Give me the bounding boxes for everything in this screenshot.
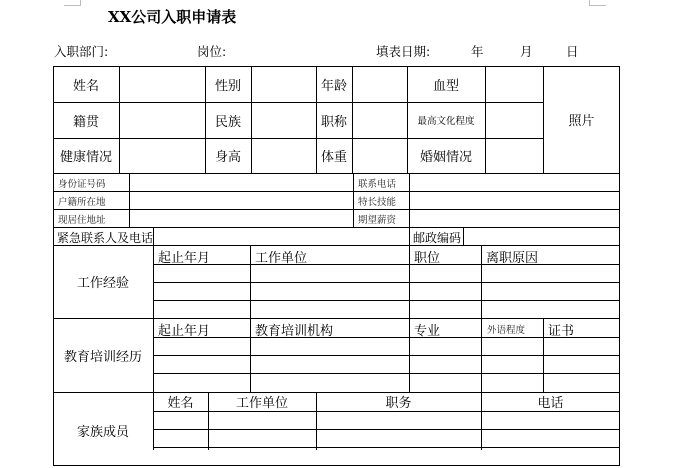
label-emergency-contact: 紧急联系人及电话 [57,231,154,245]
section-work-experience: 工作经验 [76,276,129,291]
label-phone: 联系电话 [358,179,397,190]
grid-line [353,173,354,227]
grid-line [543,318,544,392]
label-marital: 婚姻情况 [419,150,472,165]
grid-line [153,282,620,283]
section-family-members: 家族成员 [76,424,129,440]
work-col-reason: 离职原因 [486,251,539,266]
grid-line [409,245,410,318]
grid-line [129,173,130,227]
family-col-company: 工作单位 [235,396,288,411]
grid-line [481,245,482,318]
label-salary: 期望薪资 [358,215,397,226]
edu-col-certificate: 证书 [548,324,575,339]
page-corner-mark-left-h [64,5,81,6]
work-col-company: 工作单位 [255,251,308,266]
label-native-place: 籍贯 [72,114,99,130]
grid-line [153,355,620,356]
grid-line [153,447,620,448]
family-col-duty: 职务 [385,396,412,411]
grid-line [409,173,410,227]
label-title: 职称 [320,114,347,130]
grid-line [53,209,620,210]
grid-line [153,227,154,245]
label-age: 年龄 [320,78,347,94]
label-hukou: 户籍所在地 [58,197,106,208]
grid-line [153,318,154,392]
section-education-history: 教育培训经历 [63,349,142,365]
label-health: 健康情况 [59,150,112,165]
grid-line [352,66,353,173]
grid-line [153,245,154,318]
grid-line [463,227,464,245]
label-blood-type: 血型 [432,78,459,94]
label-skills: 特长技能 [358,197,397,208]
label-ethnicity: 民族 [214,114,241,130]
grid-line [250,245,251,318]
grid-line [153,300,620,301]
grid-line [53,173,620,174]
label-name: 姓名 [72,78,99,94]
grid-line [485,66,486,173]
label-education-level: 最高文化程度 [417,116,475,127]
grid-line [53,191,620,192]
grid-line [119,66,120,173]
grid-line [250,318,251,392]
label-height: 身高 [214,150,241,165]
grid-line [153,373,620,374]
label-id-number: 身份证号码 [58,179,106,190]
label-gender: 性别 [214,78,241,94]
date-day: 日 [566,44,579,59]
grid-line [409,227,410,245]
date-label: 填表日期: [376,44,431,59]
date-month: 月 [520,44,533,59]
grid-line [481,318,482,392]
position-label: 岗位: [197,44,227,59]
grid-line [153,429,620,430]
family-col-phone: 电话 [537,396,564,411]
edu-col-language: 外语程度 [487,325,526,336]
grid-line [53,227,620,228]
edu-col-major: 专业 [414,324,441,339]
grid-line [409,318,410,392]
grid-line [153,264,620,265]
label-postcode: 邮政编码 [413,231,462,245]
label-address: 现居住地址 [58,215,106,226]
work-col-period: 起止年月 [158,251,211,266]
date-year: 年 [471,44,484,59]
photo-box: 照片 [568,114,595,129]
work-col-position: 职位 [414,251,441,266]
department-label: 入职部门: [54,44,109,59]
edu-col-institution: 教育培训机构 [255,324,334,339]
edu-col-period: 起止年月 [158,324,211,339]
family-col-name: 姓名 [167,396,194,411]
label-weight: 体重 [320,150,347,165]
form-title: XX公司入职申请表 [108,8,237,26]
grid-line [251,66,252,173]
grid-line [153,411,620,412]
page-corner-mark-right-h [589,5,606,6]
